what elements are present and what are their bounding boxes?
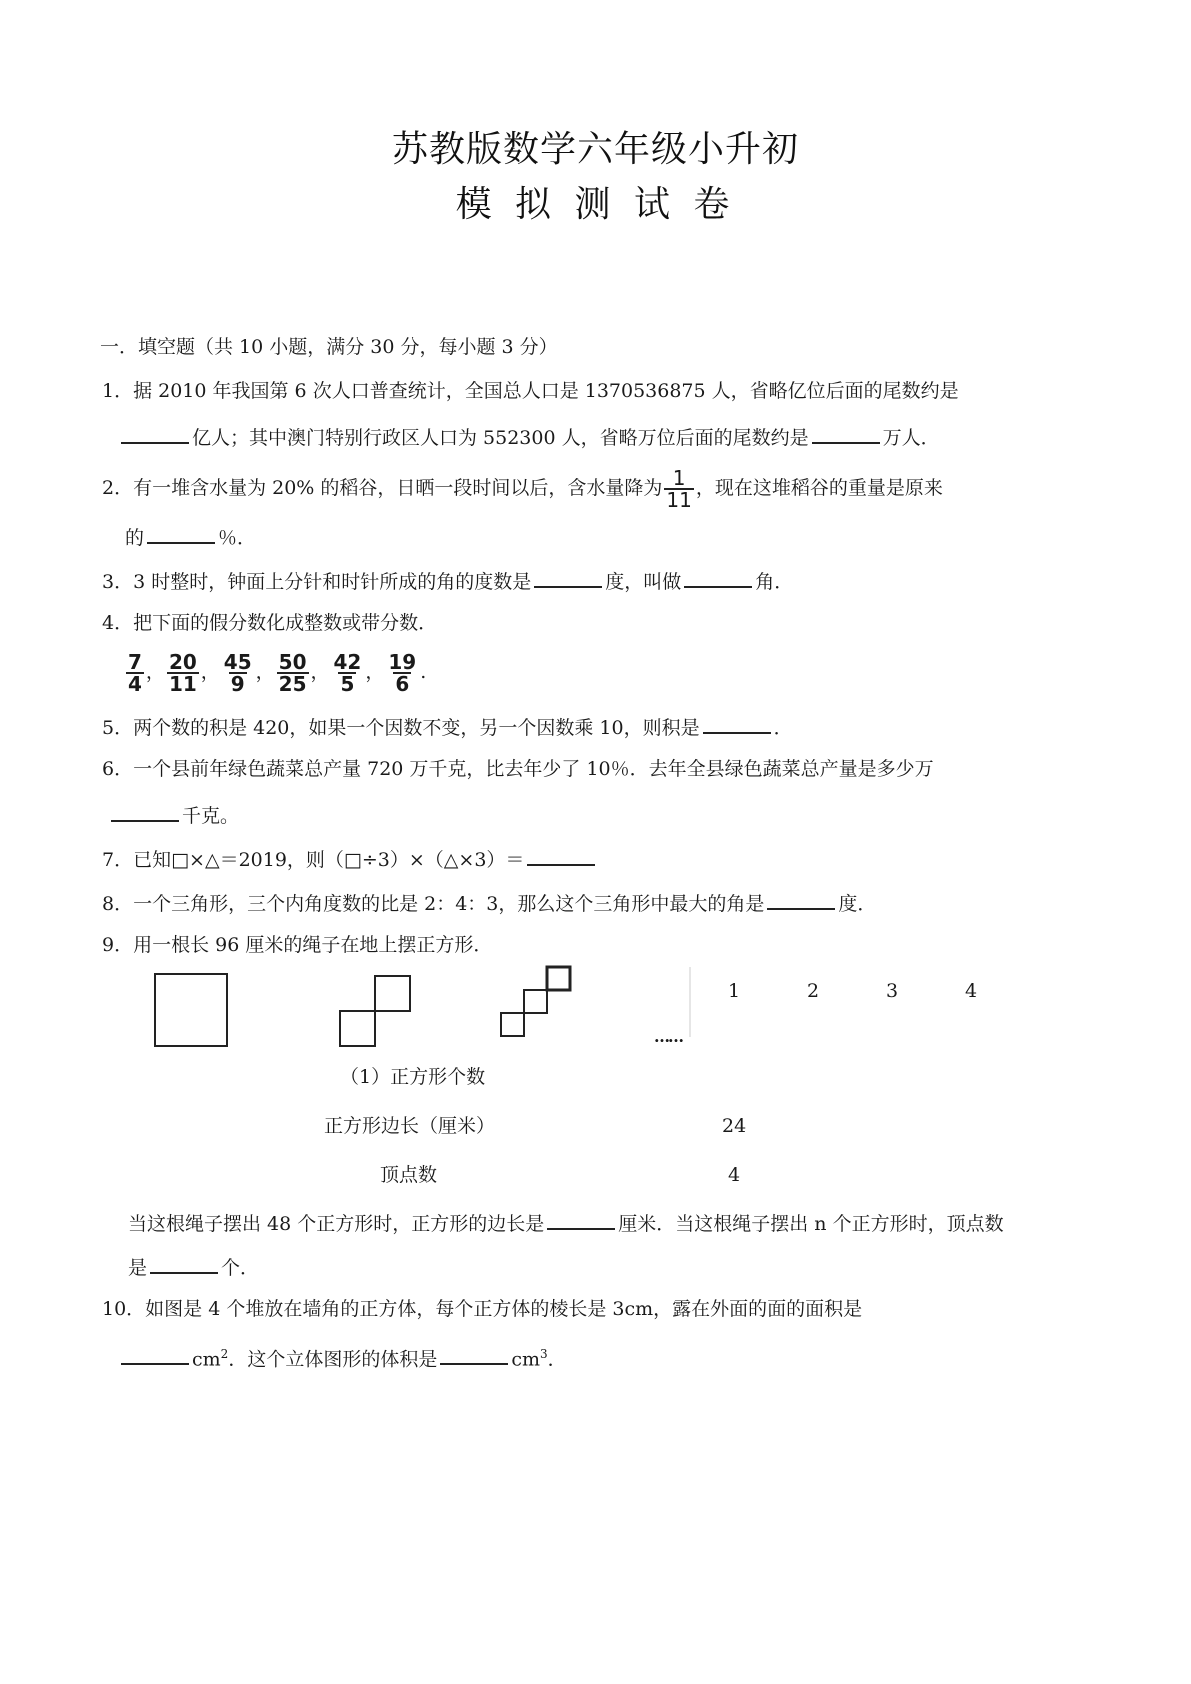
square-figures: [140, 962, 720, 1057]
question-7: 7．已知□×△＝2019，则（□÷3）×（△×3）＝: [102, 846, 598, 871]
question-2-line-2: 的 ％．: [125, 524, 256, 549]
fraction: $\frac{20}{11}$: [168, 650, 197, 696]
question-2-line-1: 2．有一堆含水量为 20% 的稻谷，日晒一段时间以后，含水量降为 $\frac{1}{11}$ ，现在这堆稻谷的重量是原来: [102, 466, 943, 512]
question-3: 3．3 时整时，钟面上分针和时针所成的角的度数是 度，叫做 角．: [102, 568, 793, 593]
answer-blank[interactable]: [147, 524, 215, 544]
answer-blank[interactable]: [111, 802, 179, 822]
count-3: 3: [886, 980, 899, 1002]
question-4: 4．把下面的假分数化成整数或带分数．: [102, 612, 438, 634]
ellipsis: ……: [654, 1027, 682, 1046]
question-6-line-1: 6．一个县前年绿色蔬菜总产量 720 万千克，比去年少了 10％．去年全县绿色蔬菜总产量是多少万: [102, 758, 934, 780]
question-9-line-3: 是 个．: [128, 1254, 259, 1279]
question-10-line-1: 10．如图是 4 个堆放在墙角的正方体，每个正方体的棱长是 3cm，露在外面的面的面积是: [102, 1298, 863, 1320]
square-1: [155, 974, 227, 1046]
answer-blank[interactable]: [684, 568, 752, 588]
question-1-line-2: 亿人；其中澳门特别行政区人口为 552300 人，省略万位后面的尾数约是 万人．: [118, 424, 940, 449]
fraction-1-11: $\frac{1}{11}$: [666, 466, 692, 512]
section-heading: 一．填空题（共 10 小题，满分 30 分，每小题 3 分）: [100, 336, 558, 358]
row-vertex-count-value: 4: [728, 1164, 741, 1186]
question-4-fractions: $\frac{7}{4}$ ， $\frac{20}{11}$ ， $\frac{45}{9}$ ， $\frac{50}{25}$ ， $\frac{42}{5}$ ， $\frac{19}{6}$ .: [128, 650, 427, 696]
fraction: $\frac{50}{25}$: [278, 650, 307, 696]
row-vertex-count: 顶点数: [380, 1164, 438, 1186]
square-2a: [340, 1011, 375, 1046]
row-square-count: （1）正方形个数: [340, 1066, 486, 1088]
square-3c: [547, 967, 570, 990]
count-1: 1: [728, 980, 741, 1002]
fraction: $\frac{7}{4}$: [128, 650, 142, 696]
row-side-length: 正方形边长（厘米）: [324, 1115, 496, 1137]
count-4: 4: [965, 980, 978, 1002]
question-1-line-1: 1．据 2010 年我国第 6 次人口普查统计，全国总人口是 1370536875 人，省略亿位后面的尾数约是: [102, 380, 959, 402]
answer-blank[interactable]: [121, 424, 189, 444]
question-10-line-2: $cm^2$．这个立体图形的体积是 $cm^3$．: [118, 1343, 567, 1370]
question-9-line-2: 当这根绳子摆出 48 个正方形时，正方形的边长是 厘米．当这根绳子摆出 n 个正方形时，顶点数: [128, 1210, 1004, 1235]
answer-blank[interactable]: [812, 424, 880, 444]
answer-blank[interactable]: [547, 1210, 615, 1230]
answer-blank[interactable]: [121, 1345, 189, 1365]
square-2b: [375, 976, 410, 1011]
answer-blank[interactable]: [440, 1345, 508, 1365]
answer-blank[interactable]: [703, 714, 771, 734]
fraction: $\frac{19}{6}$: [388, 650, 417, 696]
question-8: 8．一个三角形，三个内角度数的比是 2：4：3，那么这个三角形中最大的角是 度．: [102, 890, 876, 915]
answer-blank[interactable]: [534, 568, 602, 588]
answer-blank[interactable]: [150, 1254, 218, 1274]
answer-blank[interactable]: [527, 846, 595, 866]
title-line-1: 苏教版数学六年级小升初: [391, 129, 799, 170]
square-3a: [501, 1013, 524, 1036]
fraction: $\frac{42}{5}$: [333, 650, 362, 696]
count-2: 2: [807, 980, 820, 1002]
row-side-length-value: 24: [722, 1115, 747, 1137]
question-5: 5．两个数的积是 420，如果一个因数不变，另一个因数乘 10，则积是 ．: [102, 714, 793, 739]
question-6-line-2: 千克。: [108, 802, 239, 827]
fraction: $\frac{45}{9}$: [223, 650, 252, 696]
answer-blank[interactable]: [767, 890, 835, 910]
title-line-2: 模 拟 测 试 卷: [455, 184, 736, 225]
question-9: 9．用一根长 96 厘米的绳子在地上摆正方形．: [102, 934, 493, 956]
square-3b: [524, 990, 547, 1013]
